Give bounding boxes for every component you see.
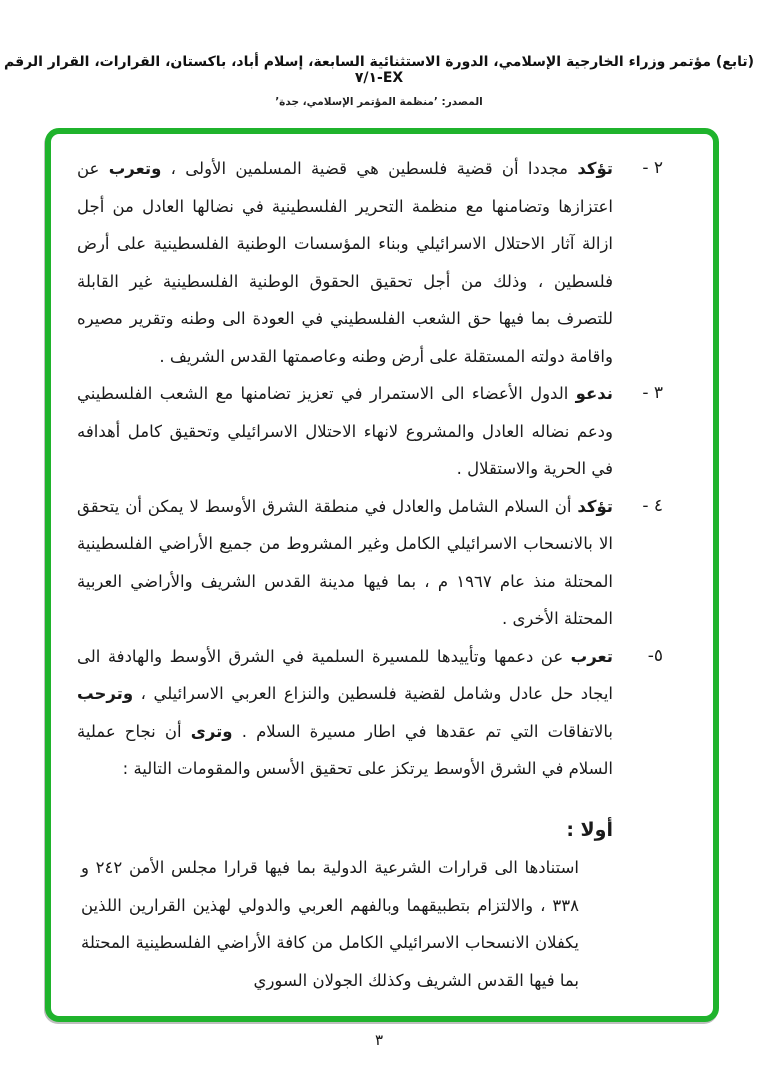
- item-number: ٥-: [647, 645, 663, 666]
- item-text: تؤكد أن السلام الشامل والعادل في منطقة الشرق الأوسط لا يمكن أن يتحقق الا بالانسحاب الاسرائيلي الكامل وغير المشروط من جميع الأراضي الفلسطينية المحتلة منذ عام ١٩٦٧ م ، بما فيها مدينة القدس الشريف والأراضي العربية المحتلة الأخرى .: [77, 496, 614, 628]
- item-number: ٣ -: [642, 383, 663, 403]
- item-text: تؤكد مجددا أن قضية فلسطين هي قضية المسلمين الأولى ، وتعرب عن اعتزازها وتضامنها مع منظمة التحرير الفلسطينية في نضالها العادل من أجل ازالة آثار الاحتلال الاسرائيلي وبناء المؤسسات الوطنية الفلسطينية على أرض فلسطين ، وذلك من أجل تحقيق الحقوق الوطنية الفلسطينية غير القابلة للتصرف بما فيها حق الشعب الفلسطيني في العودة الى وطنه وتقرير مصيره واقامة دولته المستقلة على أرض وطنه وعاصمتها القدس الشريف .: [77, 159, 613, 366]
- item-text: تعرب عن دعمها وتأييدها للمسيرة السلمية في الشرق الأوسط والهادفة الى ايجاد حل عادل وشامل لقضية فلسطين والنزاع العربي الاسرائيلي ، وترحب بالاتفاقات التي تم عقدها في اطار مسيرة السلام . وترى أن نجاح عملية السلام في الشرق الأوسط يرتكز على تحقيق الأسس والمقومات التالية :: [77, 646, 614, 778]
- subheading-first: أولا :: [566, 818, 613, 841]
- resolution-content: [51, 134, 713, 999]
- list-item: [77, 375, 663, 488]
- page-number: ٣: [374, 1031, 384, 1049]
- item-number: ٢ -: [642, 158, 663, 178]
- document-header: [0, 54, 758, 108]
- item-number: ٤ -: [642, 495, 663, 516]
- green-border-frame: [45, 128, 719, 1022]
- item-text: ندعو الدول الأعضاء الى الاستمرار في تعزيز تضامنها مع الشعب الفلسطيني ودعم نضاله العادل والمشروع لانهاء الاحتلال الاسرائيلي وتحقيق كامل أهدافه في الحرية والاستقلال .: [77, 384, 613, 478]
- list-item: [77, 488, 663, 638]
- list-item: [77, 150, 663, 375]
- list-item: [77, 638, 663, 788]
- resolution-list: [77, 150, 663, 788]
- subheading-paragraph: استنادها الى قرارات الشرعية الدولية بما فيها قرارا مجلس الأمن ٢٤٢ و ٣٣٨ ، والالتزام بتطبيقهما وبالفهم العربي والدولي لهذين القرارين اللذين يكفلان الانسحاب الاسرائيلي الكامل من كافة الأراضي الفلسطينية المحتلة بما فيها القدس الشريف وكذلك الجولان السوري: [81, 858, 579, 990]
- header-title: (تابع) مؤتمر وزراء الخارجية الإسلامي، الدورة الاستثنائية السابعة، إسلام أباد، باكستان، القرارات، القرار الرقم EX-٧/١: [3, 54, 755, 86]
- header-source: المصدر: ’منظمة المؤتمر الإسلامي، جدة’: [275, 96, 483, 108]
